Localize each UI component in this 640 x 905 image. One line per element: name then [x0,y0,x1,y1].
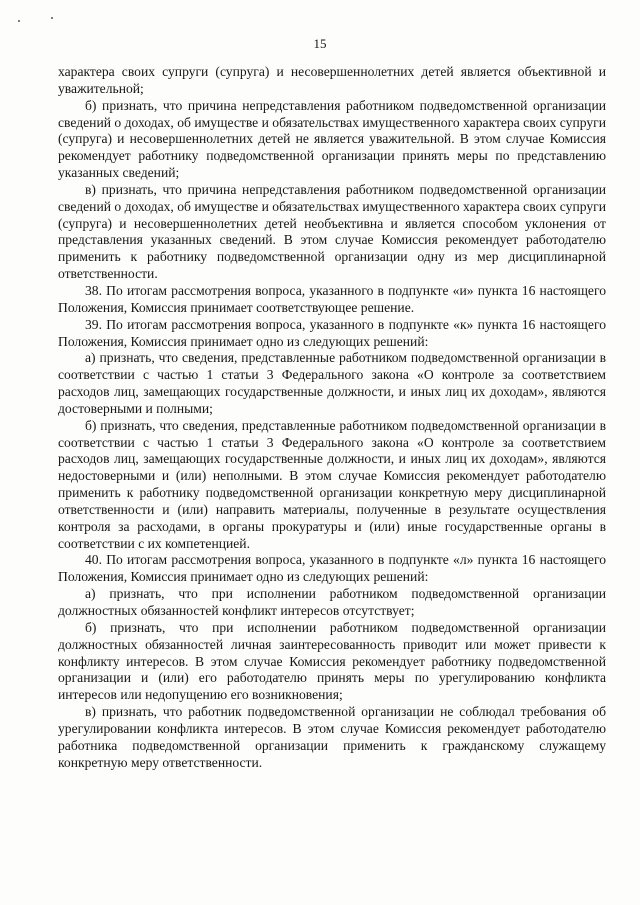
paragraph-38: 38. По итогам рассмотрения вопроса, указанного в подпункте «и» пункта 16 настоящего Положения, Комиссия принимает соответствующее решение. [58,282,606,315]
paragraph-37v: в) признать, что причина непредставления работником подведомственной организации сведений о доходах, об имуществе и обязательствах имущественного характера своих супруги (супруга) и несовершеннолетних детей необъективна и является способом уклонения от представления указанных сведений. В этом случае Комиссия рекомендует работодателю применить к работнику подведомственной организации одну из мер дисциплинарной ответственности. [58,181,606,282]
paragraph-40v: в) признать, что работник подведомственной организации не соблюдал требования об урегулировании конфликта интересов. В этом случае Комиссия рекомендует работодателю работника подведомственной организации применить к гражданскому служащему конкретную меру ответственности. [58,704,606,770]
paragraph-37b: б) признать, что причина непредставления работником подведомственной организации сведений о доходах, об имуществе и обязательствах имущественного характера своих супруги (супруга) и несовершеннолетних детей не является уважительной. В этом случае Комиссия рекомендует работнику подведомственной организации принять меры по представлению указанных сведений; [58,97,606,181]
paragraph-40: 40. По итогам рассмотрения вопроса, указанного в подпункте «л» пункта 16 настоящего Положения, Комиссия принимает одно из следующих решений: [58,552,606,585]
paragraph-40a: а) признать, что при исполнении работником подведомственной организации должностных обязанностей конфликт интересов отсутствует; [58,586,606,618]
paragraph-39a: а) признать, что сведения, представленные работником подведомственной организации в соответствии с частью 1 статьи 3 Федерального закона «О контроле за соответствием расходов лиц, замещающих государственные должности, и иных лиц их доходам», являются достоверными и полными; [58,350,606,416]
paragraph-39b: б) признать, что сведения, представленные работником подведомственной организации в соответствии с частью 1 статьи 3 Федерального закона «О контроле за соответствием расходов лиц, замещающих государственные должности, и иных лиц их доходам», являются недостоверными и (или) неполными. В этом случае Комиссия рекомендует работодателю применить к работнику подведомственной организации конкретную меру дисциплинарной ответственности и (или) направить материалы, полученные в результате осуществления контроля за расходами, в органы прокуратуры и (или) иные государственные органы в соответствии с их компетенцией. [58,417,606,551]
scan-speck [51,17,53,19]
paragraph-continuation: характера своих супруги (супруга) и несовершеннолетних детей является объективной и уважительной; [58,64,606,96]
paragraph-40b: б) признать, что при исполнении работником подведомственной организации должностных обязанностей личная заинтересованность приводит или может привести к конфликту интересов. В этом случае Комиссия рекомендует работнику подведомственной организации и (или) его работодателю принять меры по урегулированию конфликта интересов или недопущению его возникновения; [58,619,606,703]
document-body [58,64,606,771]
scan-speck [18,20,20,22]
page-number: 15 [313,36,327,51]
paragraph-39: 39. По итогам рассмотрения вопроса, указанного в подпункте «к» пункта 16 настоящего Положения, Комиссия принимает одно из следующих решений: [58,316,606,349]
